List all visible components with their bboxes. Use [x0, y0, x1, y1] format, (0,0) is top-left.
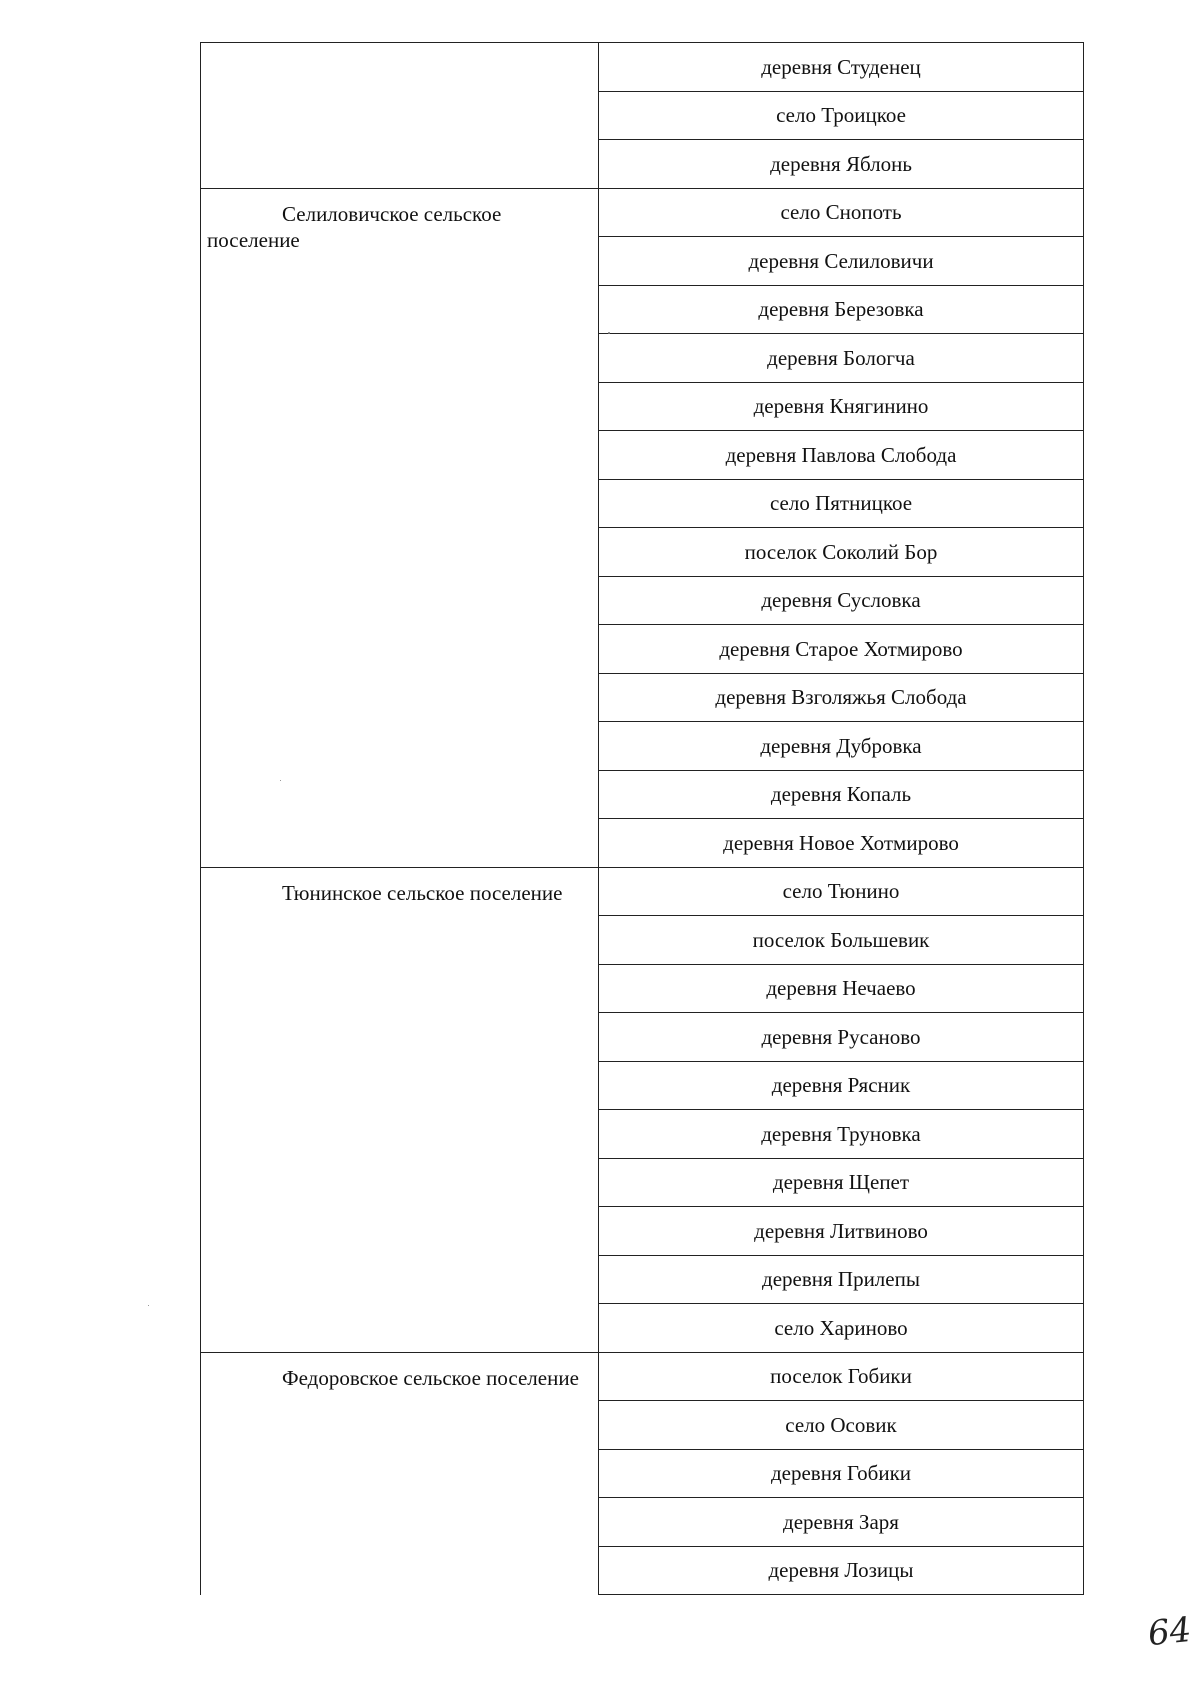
locality-cell: село Хариново — [599, 1304, 1084, 1353]
page-number: 64 — [1146, 1609, 1194, 1655]
locality-cell: деревня Нечаево — [599, 964, 1084, 1013]
locality-cell: деревня Рясник — [599, 1061, 1084, 1110]
municipality-cell — [201, 867, 599, 1352]
locality-cell: село Троицкое — [599, 91, 1084, 140]
locality-cell: село Осовик — [599, 1401, 1084, 1450]
locality-cell: деревня Княгинино — [599, 382, 1084, 431]
locality-cell: деревня Литвиново — [599, 1207, 1084, 1256]
locality-cell: деревня Студенец — [599, 43, 1084, 92]
settlements-table — [200, 42, 1084, 1595]
locality-cell: деревня Старое Хотмирово — [599, 625, 1084, 674]
scan-speck — [148, 1305, 149, 1306]
table-row — [201, 188, 1084, 237]
municipality-name: Тюнинское сельское поселение — [282, 880, 563, 905]
locality-cell: деревня Взголяжья Слобода — [599, 673, 1084, 722]
locality-cell: деревня Яблонь — [599, 140, 1084, 189]
locality-cell: деревня Березовка — [599, 285, 1084, 334]
municipality-name — [201, 43, 598, 55]
scan-speck — [608, 332, 610, 334]
locality-cell: деревня Селиловичи — [599, 237, 1084, 286]
locality-cell: деревня Сусловка — [599, 576, 1084, 625]
municipality-name: Федоровское сельское поселение — [282, 1365, 579, 1390]
locality-cell: поселок Соколий Бор — [599, 528, 1084, 577]
locality-cell: деревня Русаново — [599, 1013, 1084, 1062]
locality-cell: село Снопоть — [599, 188, 1084, 237]
locality-cell: деревня Труновка — [599, 1110, 1084, 1159]
municipality-cell — [201, 188, 599, 867]
locality-cell: деревня Щепет — [599, 1158, 1084, 1207]
locality-cell: деревня Новое Хотмирово — [599, 819, 1084, 868]
locality-cell: деревня Павлова Слобода — [599, 431, 1084, 480]
municipality-name: Селиловичское сельское поселение — [207, 201, 502, 252]
table-row — [201, 867, 1084, 916]
locality-cell: деревня Дубровка — [599, 722, 1084, 771]
locality-cell: деревня Лозицы — [599, 1546, 1084, 1595]
locality-cell: поселок Большевик — [599, 916, 1084, 965]
locality-cell: деревня Гобики — [599, 1449, 1084, 1498]
locality-cell: поселок Гобики — [599, 1352, 1084, 1401]
locality-cell: деревня Копаль — [599, 770, 1084, 819]
locality-cell: деревня Бологча — [599, 334, 1084, 383]
municipality-cell — [201, 43, 599, 189]
locality-cell: деревня Прилепы — [599, 1255, 1084, 1304]
locality-cell: деревня Заря — [599, 1498, 1084, 1547]
municipality-cell — [201, 1352, 599, 1595]
locality-cell: село Тюнино — [599, 867, 1084, 916]
scan-speck — [280, 780, 281, 781]
table-row — [201, 1352, 1084, 1401]
locality-cell: село Пятницкое — [599, 479, 1084, 528]
settlements-table-body — [201, 43, 1084, 1595]
table-row — [201, 43, 1084, 92]
